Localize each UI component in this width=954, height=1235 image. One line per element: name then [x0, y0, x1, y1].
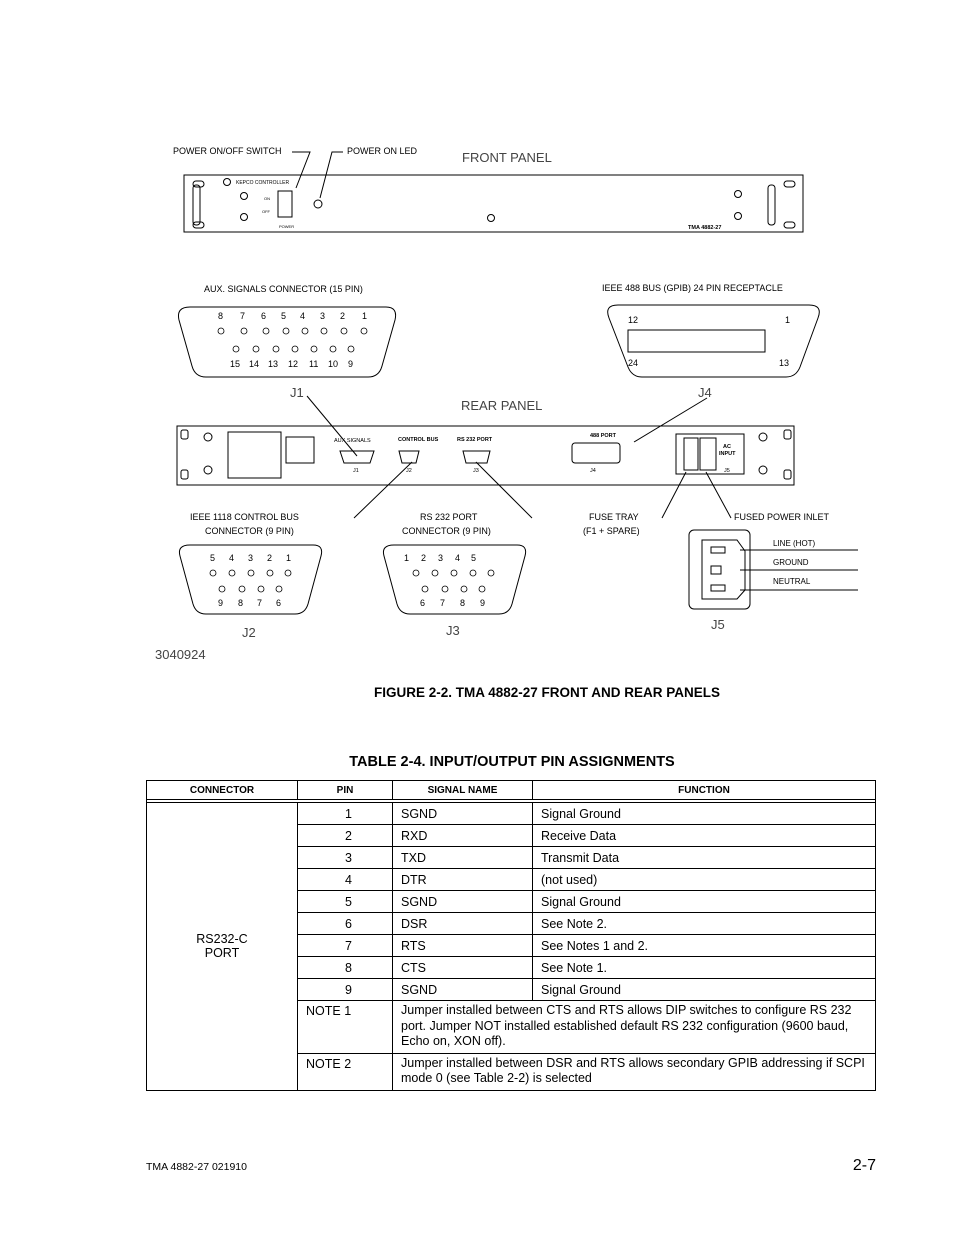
aux-pin-label: 3 — [320, 311, 326, 321]
pin-cell: 3 — [298, 847, 393, 869]
signal-cell: CTS — [393, 957, 533, 979]
gpib-pin-label: 1 — [785, 315, 791, 325]
pin-icon — [413, 570, 419, 576]
pin-icon — [283, 328, 289, 334]
signal-cell: SGND — [393, 891, 533, 913]
pin-cell: 6 — [298, 913, 393, 935]
aux-pin-label: 12 — [288, 359, 299, 369]
aux-pin-label: 2 — [340, 311, 346, 321]
table-header-row — [147, 781, 876, 800]
pin-icon — [229, 570, 235, 576]
signal-cell: SGND — [393, 803, 533, 825]
note-text: Jumper installed between CTS and RTS allows DIP switches to configure RS 232 port. Jumper NOT installed established default RS 232 configuration (9600 baud, Echo on, XON off). — [393, 1001, 876, 1054]
j2-pin-label: 8 — [238, 598, 244, 608]
rear-input-label: INPUT — [719, 451, 736, 457]
j3-pin-label: 6 — [420, 598, 426, 608]
pin-icon — [253, 346, 259, 352]
pin-icon — [233, 346, 239, 352]
callout-fused-inlet: FUSED POWER INLET — [734, 512, 830, 522]
pin-icon — [263, 328, 269, 334]
aux-pin-label: 1 — [362, 311, 368, 321]
drawing-number: 3040924 — [155, 647, 206, 662]
j2-pin-label: 6 — [276, 598, 282, 608]
gpib-pin-label: 12 — [628, 315, 639, 325]
signal-cell: RXD — [393, 825, 533, 847]
gpib-pin-label: 13 — [779, 358, 790, 368]
inlet-neutral-label: NEUTRAL — [773, 577, 811, 586]
rear-aux-label: AUX SIGNALS — [334, 438, 371, 444]
screw-icon — [735, 191, 742, 198]
j3-pin-label: 2 — [421, 553, 427, 563]
j2-pin-label: 9 — [218, 598, 224, 608]
j2-id: J2 — [242, 625, 256, 640]
note-label: NOTE 2 — [298, 1053, 393, 1090]
pin-icon — [218, 328, 224, 334]
pin-icon — [451, 570, 457, 576]
callout-rs232-1: RS 232 PORT — [420, 512, 478, 522]
pin-icon — [267, 570, 273, 576]
pin-icon — [276, 586, 282, 592]
aux-pin-label: 9 — [348, 359, 354, 369]
screw-icon — [241, 193, 248, 200]
callout-power-led: POWER ON LED — [347, 146, 418, 156]
signal-cell: DSR — [393, 913, 533, 935]
footer-doc-id: TMA 4882-27 021910 — [146, 1161, 247, 1173]
signal-cell: RTS — [393, 935, 533, 957]
pin-icon — [219, 586, 225, 592]
function-cell: (not used) — [533, 869, 876, 891]
pin-icon — [488, 570, 494, 576]
rear-j4-label: J4 — [590, 468, 596, 474]
aux-pin-label: 7 — [240, 311, 246, 321]
connector-cell — [147, 803, 298, 1091]
aux-pin-label: 8 — [218, 311, 224, 321]
screw-icon — [759, 466, 767, 474]
j3-pin-label: 5 — [471, 553, 477, 563]
signal-cell: SGND — [393, 979, 533, 1001]
front-on: ON — [264, 196, 270, 201]
j5-id: J5 — [711, 617, 725, 632]
j3-pin-label: 7 — [440, 598, 446, 608]
pin-icon — [470, 570, 476, 576]
inlet-line-label: LINE (HOT) — [773, 539, 816, 548]
rear-j3-label: J3 — [473, 468, 479, 474]
screw-icon — [204, 433, 212, 441]
aux-pin-label: 13 — [268, 359, 279, 369]
front-panel-title: FRONT PANEL — [462, 150, 552, 165]
inlet-ground-label: GROUND — [773, 558, 809, 567]
callout-ieee488: IEEE 488 BUS (GPIB) 24 PIN RECEPTACLE — [602, 283, 783, 293]
pin-icon — [241, 328, 247, 334]
function-cell: Receive Data — [533, 825, 876, 847]
aux-pin-label: 15 — [230, 359, 241, 369]
table-row — [147, 803, 876, 825]
header-connector: CONNECTOR — [147, 781, 298, 800]
pin-cell: 2 — [298, 825, 393, 847]
pin-icon — [361, 328, 367, 334]
signal-cell: TXD — [393, 847, 533, 869]
j3-pin-label: 1 — [404, 553, 410, 563]
connector-name: RS232-C PORT — [196, 932, 248, 961]
header-pin: PIN — [298, 781, 393, 800]
callout-fuse-1: FUSE TRAY — [589, 512, 639, 522]
pin-icon — [432, 570, 438, 576]
pin-icon — [442, 586, 448, 592]
pin-icon — [330, 346, 336, 352]
pin-icon — [285, 570, 291, 576]
j4-id: J4 — [698, 385, 712, 400]
aux-pin-label: 4 — [300, 311, 306, 321]
kepco-logo-icon — [224, 179, 231, 186]
function-cell: Signal Ground — [533, 803, 876, 825]
j3-pin-label: 3 — [438, 553, 444, 563]
pin-cell: 5 — [298, 891, 393, 913]
callout-power-switch: POWER ON/OFF SWITCH — [173, 146, 282, 156]
figure-caption: FIGURE 2-2. TMA 4882-27 FRONT AND REAR PANELS — [373, 685, 721, 700]
pin-icon — [311, 346, 317, 352]
j3-pin-label: 8 — [460, 598, 466, 608]
rear-j2-label: J2 — [406, 468, 412, 474]
callout-ieee1118-1: IEEE 1118 CONTROL BUS — [190, 512, 299, 522]
j3-pin-label: 9 — [480, 598, 486, 608]
screw-icon — [488, 215, 495, 222]
function-cell: See Notes 1 and 2. — [533, 935, 876, 957]
aux-pin-label: 6 — [261, 311, 267, 321]
rear-j1-label: J1 — [353, 468, 359, 474]
pin-cell: 4 — [298, 869, 393, 891]
pin-icon — [341, 328, 347, 334]
rear-panel-title: REAR PANEL — [461, 398, 543, 413]
pin-icon — [422, 586, 428, 592]
j1-id: J1 — [290, 385, 304, 400]
front-brand: KEPCO CONTROLLER — [236, 180, 290, 186]
callout-ieee1118-2: CONNECTOR (9 PIN) — [205, 526, 294, 536]
pin-icon — [239, 586, 245, 592]
pin-cell: 9 — [298, 979, 393, 1001]
rear-488-label: 488 PORT — [590, 433, 616, 439]
rear-ac-label: AC — [723, 444, 731, 450]
rear-j5-label: J5 — [724, 468, 730, 474]
function-cell: Signal Ground — [533, 979, 876, 1001]
screw-icon — [759, 433, 767, 441]
rear-controlbus-label: CONTROL BUS — [398, 437, 439, 443]
screw-icon — [241, 214, 248, 221]
front-off: OFF — [262, 209, 270, 214]
rear-panel — [177, 426, 794, 485]
j2-pin-label: 3 — [248, 553, 254, 563]
pin-icon — [258, 586, 264, 592]
pin-icon — [321, 328, 327, 334]
callout-fuse-2: (F1 + SPARE) — [583, 526, 640, 536]
header-signal: SIGNAL NAME — [393, 781, 533, 800]
function-cell: Signal Ground — [533, 891, 876, 913]
front-model: TMA 4882-27 — [688, 225, 722, 231]
callout-aux: AUX. SIGNALS CONNECTOR (15 PIN) — [204, 284, 363, 294]
power-switch[interactable] — [278, 191, 292, 217]
front-power: POWER — [279, 224, 295, 229]
aux-pin-label: 14 — [249, 359, 260, 369]
aux-pin-label: 11 — [309, 359, 319, 369]
pin-icon — [302, 328, 308, 334]
j2-pin-label: 5 — [210, 553, 216, 563]
j3-id: J3 — [446, 623, 460, 638]
pin-icon — [479, 586, 485, 592]
rear-rs232-label: RS 232 PORT — [457, 437, 493, 443]
pin-icon — [273, 346, 279, 352]
j2-pin-label: 7 — [257, 598, 263, 608]
screw-icon — [735, 213, 742, 220]
page-number: 2-7 — [852, 1157, 876, 1174]
note-label: NOTE 1 — [298, 1001, 393, 1054]
pin-assignments-table — [146, 780, 876, 1091]
aux-pin-label: 10 — [328, 359, 339, 369]
j2-pin-label: 2 — [267, 553, 273, 563]
pin-icon — [292, 346, 298, 352]
function-cell: Transmit Data — [533, 847, 876, 869]
pin-cell: 1 — [298, 803, 393, 825]
screw-icon — [204, 466, 212, 474]
function-cell: See Note 2. — [533, 913, 876, 935]
pin-icon — [210, 570, 216, 576]
j3-pin-label: 4 — [455, 553, 461, 563]
header-function: FUNCTION — [533, 781, 876, 800]
signal-cell: DTR — [393, 869, 533, 891]
j2-pin-label: 4 — [229, 553, 235, 563]
pin-icon — [348, 346, 354, 352]
note-text: Jumper installed between DSR and RTS allows secondary GPIB addressing if SCPI mode 0 (see Table 2-2) is selected — [393, 1053, 876, 1090]
pin-icon — [461, 586, 467, 592]
pin-icon — [248, 570, 254, 576]
table-title: TABLE 2-4. INPUT/OUTPUT PIN ASSIGNMENTS — [349, 754, 675, 770]
function-cell: See Note 1. — [533, 957, 876, 979]
j2-pin-label: 1 — [286, 553, 292, 563]
pin-cell: 8 — [298, 957, 393, 979]
aux-pin-label: 5 — [281, 311, 287, 321]
pin-cell: 7 — [298, 935, 393, 957]
callout-rs232-2: CONNECTOR (9 PIN) — [402, 526, 491, 536]
gpib-pin-label: 24 — [628, 358, 639, 368]
power-led-icon — [314, 200, 322, 208]
